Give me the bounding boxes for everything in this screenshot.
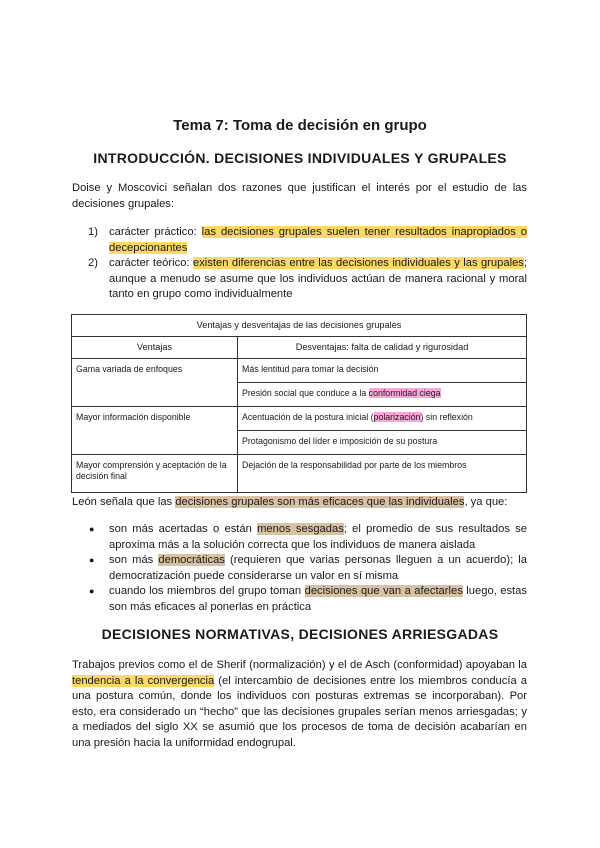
list-item bbox=[72, 225, 527, 256]
highlight: polarización bbox=[373, 412, 421, 422]
list-number: 1) bbox=[88, 226, 98, 238]
list-number: 2) bbox=[88, 257, 98, 269]
section-heading-normative: DECISIONES NORMATIVAS, DECISIONES ARRIESGADAS bbox=[101, 626, 499, 642]
para-text: Trabajos previos como el de Sherif (normalización) y el de Asch (conformidad) apoyaban la bbox=[72, 659, 527, 671]
highlight: decisiones que van a afectarles bbox=[304, 585, 463, 597]
cell-text: Más lentitud para tomar la decisión bbox=[242, 364, 379, 374]
highlight: existen diferencias entre las decisiones individuales y las grupales bbox=[192, 257, 524, 269]
cell-text: Acentuación de la postura inicial ( bbox=[242, 412, 374, 422]
list-text: cuando los miembros del grupo toman bbox=[109, 585, 305, 597]
table-cell bbox=[238, 383, 527, 407]
list-item bbox=[72, 522, 527, 553]
cell-text: Dejación de la responsabilidad por parte de los miembros bbox=[242, 460, 467, 470]
table-cell bbox=[238, 407, 527, 431]
table-row bbox=[72, 455, 527, 493]
list-text: son más acertadas o están bbox=[109, 523, 258, 535]
highlight: conformidad ciega bbox=[368, 388, 441, 398]
para-text: (el intercambio de decisiones entre los miembros conducía a una postura común, donde los individuos con posturas extremas se incorporaban). Por esto, era considerado un “hecho” que las decisiones grupales serían menos arriesgadas; y a mediados del siglo XX se asumió que los procesos de toma de decisión acabarían en una presión hacia la uniformidad endogrupal. bbox=[72, 674, 527, 749]
list-item bbox=[72, 584, 527, 615]
list-text: ; aunque a menudo se asume que los individuos actúan de manera racional y moral tanto en grupo como individualmente bbox=[109, 257, 527, 300]
highlight: decisiones grupales son más eficaces que las individuales bbox=[175, 496, 465, 508]
table-cell: Mayor comprensión y aceptación de la decisión final bbox=[72, 455, 238, 493]
list-text: ; el promedio de sus resultados se aproxima más a la solución correcta que los individuos de manera aislada bbox=[109, 523, 527, 551]
table-row bbox=[72, 407, 527, 431]
highlight: menos sesgadas bbox=[257, 523, 344, 535]
table-caption: Ventajas y desventajas de las decisiones grupales bbox=[72, 315, 527, 337]
normative-paragraph bbox=[72, 658, 527, 751]
column-header-advantages: Ventajas bbox=[72, 337, 238, 359]
list-item bbox=[72, 256, 527, 303]
list-text: carácter teórico: bbox=[109, 257, 193, 269]
para-text: , ya que: bbox=[464, 496, 508, 508]
table-cell bbox=[238, 455, 527, 493]
table-row bbox=[72, 359, 527, 383]
highlight: las decisiones grupales suelen tener resultados inapropiados o decepcionantes bbox=[109, 226, 527, 254]
document-title: Tema 7: Toma de decisión en grupo bbox=[173, 117, 427, 134]
list-text: luego, estas son más eficaces al ponerlas en práctica bbox=[109, 585, 527, 613]
bullet-icon: ● bbox=[89, 555, 95, 565]
list-text: (requieren que varias personas lleguen a un acuerdo); la democratización puede considerarse un valor en sí misma bbox=[109, 554, 528, 582]
section-heading-intro: INTRODUCCIÓN. DECISIONES INDIVIDUALES Y GRUPALES bbox=[93, 150, 507, 166]
highlight: democráticas bbox=[158, 554, 225, 566]
table-cell bbox=[238, 431, 527, 455]
advantages-table bbox=[71, 314, 527, 493]
leon-paragraph bbox=[72, 495, 527, 511]
column-header-disadvantages: Desventajas: falta de calidad y rigurosidad bbox=[238, 337, 527, 359]
list-text: carácter práctico: bbox=[109, 226, 202, 238]
cell-text: Protagonismo del líder e imposición de su postura bbox=[242, 436, 438, 446]
bullet-icon: ● bbox=[89, 586, 95, 596]
highlight: tendencia a la convergencia bbox=[72, 674, 215, 687]
para-text: León señala que las bbox=[72, 496, 176, 508]
leon-bullet-list bbox=[72, 522, 527, 615]
bullet-icon: ● bbox=[89, 524, 95, 534]
intro-paragraph: Doise y Moscovici señalan dos razones que justifican el interés por el estudio de las decisiones grupales: bbox=[72, 182, 527, 210]
list-text: son más bbox=[109, 554, 159, 566]
table-cell: Mayor información disponible bbox=[72, 407, 238, 455]
table-cell: Gama variada de enfoques bbox=[72, 359, 238, 407]
reasons-list bbox=[72, 225, 527, 303]
table-cell bbox=[238, 359, 527, 383]
cell-text: ) sin reflexión bbox=[420, 412, 473, 422]
cell-text: Presión social que conduce a la bbox=[242, 388, 369, 398]
list-item bbox=[72, 553, 527, 584]
